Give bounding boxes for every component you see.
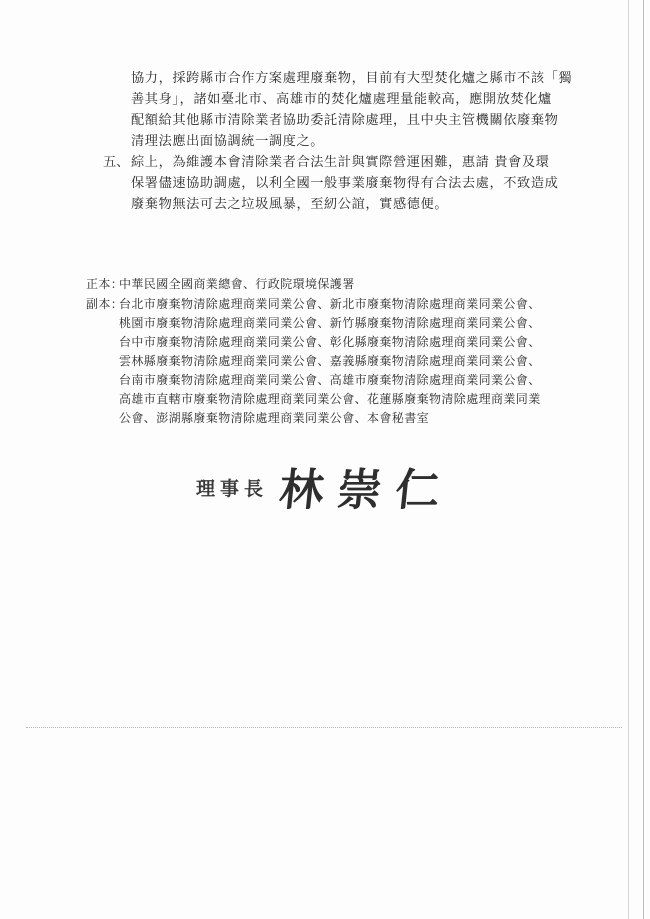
item4-line-3: 配額給其他縣市清除業者協助委託清除處理，且中央主管機關依廢棄物 [131,113,559,128]
item5-line-1: 綜上，為維護本會清除業者合法生計與實際營運困難，惠請 貴會及環 [131,155,550,170]
signature-title: 理事長 [196,478,269,500]
scan-dotted-rule [26,727,622,728]
copy-recipient-line: 台中市廢棄物清除處理商業同業公會、彰化縣廢棄物清除處理商業同業公會、 [119,335,541,349]
item4-line-2: 善其身」，諸如臺北市、高雄市的焚化爐處理量能較高，應開放焚化爐 [131,92,552,107]
copy-recipient-line: 台北市廢棄物清除處理商業同業公會、新北市廢棄物清除處理商業同業公會、 [119,297,541,311]
item5-line-3: 廢棄物無法可去之垃圾風暴，至紉公誼，實感德便。 [131,197,449,212]
copy-recipient-line: 台南市廢棄物清除處理商業同業公會、高雄市廢棄物清除處理商業同業公會、 [119,373,541,387]
scan-edge-line [643,0,644,919]
item5-number: 五、 [103,155,130,170]
main-recipient-label: 正本： [86,277,124,291]
copy-recipient-line: 高雄市直轄市廢棄物清除處理商業同業公會、花蓮縣廢棄物清除處理商業同業 [119,392,541,406]
signature-block [196,452,466,516]
item4-line-1: 協力，採跨縣市合作方案處理廢棄物，目前有大型焚化爐之縣市不該「獨 [131,71,573,86]
main-recipient-text: 中華民國全國商業總會、行政院環境保護署 [119,277,355,291]
signature-name: 林崇仁 [276,465,457,516]
item4-line-4: 清理法應出面協調統一調度之。 [131,134,325,149]
copy-recipient-line: 桃園市廢棄物清除處理商業同業公會、新竹縣廢棄物清除處理商業同業公會、 [119,316,541,330]
scan-edge-line [628,0,629,919]
copy-recipient-line: 雲林縣廢棄物清除處理商業同業公會、嘉義縣廢棄物清除處理商業同業公會、 [119,354,541,368]
copy-recipient-label: 副本： [86,297,124,311]
item5-line-2: 保署儘速協助調處，以利全國一般事業廢棄物得有合法去處，不致造成 [131,176,559,191]
copy-recipient-line: 公會、澎湖縣廢棄物清除處理商業同業公會、本會秘書室 [119,411,430,425]
